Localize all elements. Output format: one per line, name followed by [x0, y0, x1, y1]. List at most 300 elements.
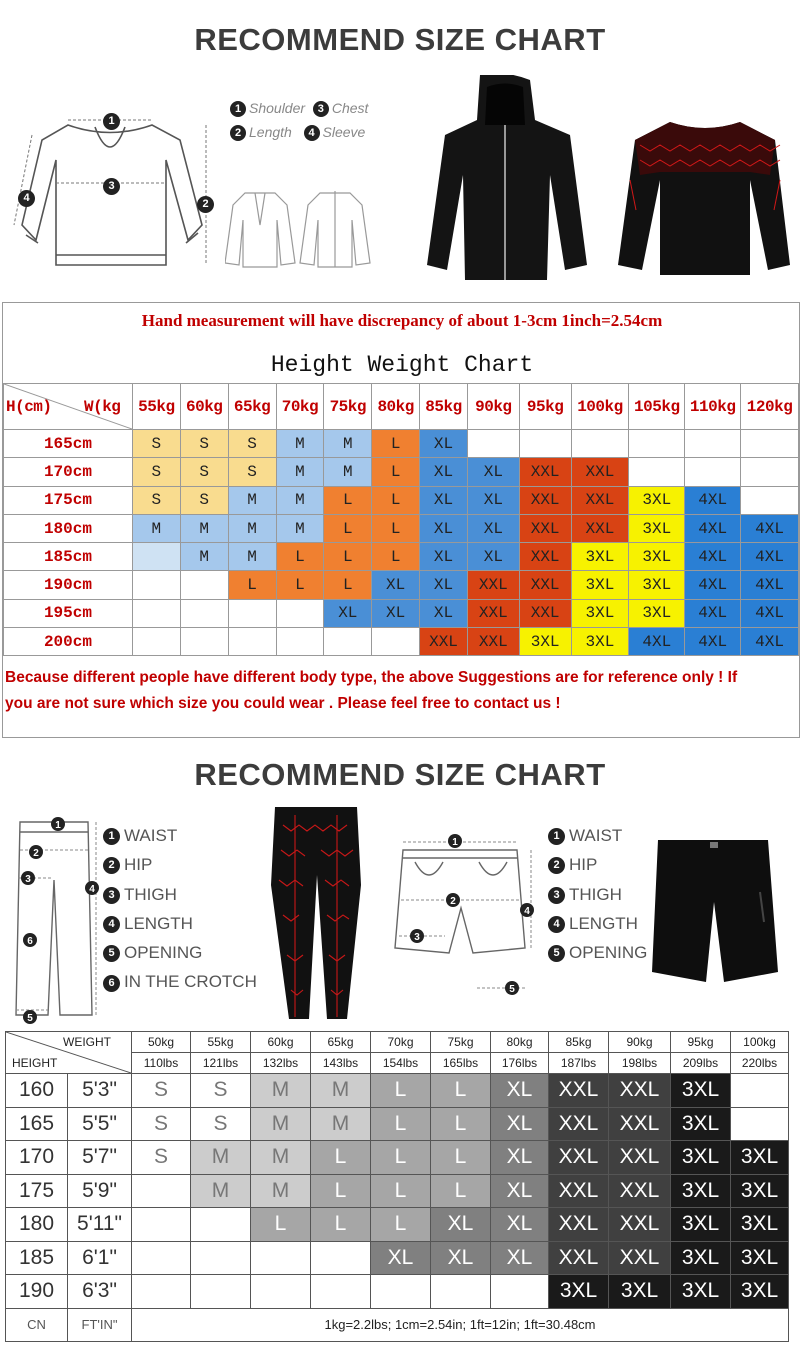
size-cell: [571, 430, 629, 458]
legend-waist: 1 WAIST: [548, 826, 647, 855]
size-cell: XXL: [609, 1107, 671, 1141]
size-cell: [132, 1174, 191, 1208]
size-cell: [276, 599, 324, 627]
weight-kg-header: 100kg: [731, 1032, 789, 1053]
size-cell: [731, 1107, 789, 1141]
size-cell: XXL: [609, 1241, 671, 1275]
weight-lbs-header: 220lbs: [731, 1053, 789, 1074]
legend-crotch: 6 IN THE CROTCH: [103, 972, 257, 1001]
size-cell: XXL: [549, 1107, 609, 1141]
size-cell: XL: [467, 458, 519, 486]
weight-kg-header: 80kg: [491, 1032, 549, 1053]
size-cell: XL: [491, 1174, 549, 1208]
size-cell: [132, 628, 180, 656]
size-cell: L: [431, 1074, 491, 1108]
size-cell: XL: [420, 486, 468, 514]
size-cell: XL: [431, 1241, 491, 1275]
leggings-product-image: [265, 805, 365, 1023]
size-cell: 3XL: [671, 1141, 731, 1175]
size-cell: [519, 430, 571, 458]
conversion-note: 1kg=2.2lbs; 1cm=2.54in; 1ft=12in; 1ft=30.48cm: [132, 1308, 789, 1341]
height-cm-cell: 160: [6, 1074, 68, 1108]
size-cell: XL: [420, 571, 468, 599]
pants-measurement-diagram: [8, 810, 103, 1025]
size-cell: L: [311, 1174, 371, 1208]
size-cell: XXL: [519, 458, 571, 486]
size-cell: 4XL: [741, 571, 799, 599]
page-title-bottom: RECOMMEND SIZE CHART: [194, 757, 606, 792]
svg-text:1: 1: [55, 820, 61, 831]
weight-lbs-header: 143lbs: [311, 1053, 371, 1074]
size-cell: M: [251, 1174, 311, 1208]
table-row: [4, 628, 799, 656]
legend-hip: 2 HIP: [548, 855, 647, 884]
table-row: [4, 543, 799, 571]
size-cell: XL: [420, 458, 468, 486]
size-cell: M: [251, 1107, 311, 1141]
size-cell: [191, 1241, 251, 1275]
shorts-measurement-diagram: [385, 828, 540, 998]
table-row: [6, 1141, 789, 1175]
size-cell: M: [132, 514, 180, 542]
height-cell: 170cm: [4, 458, 133, 486]
size-cell: XXL: [571, 514, 629, 542]
size-cell: L: [324, 486, 372, 514]
svg-text:2: 2: [450, 896, 456, 907]
height-cell: 185cm: [4, 543, 133, 571]
marker-2-icon: 2: [197, 194, 214, 213]
size-cell: XL: [372, 571, 420, 599]
size-cell: XXL: [549, 1174, 609, 1208]
height-ft-cell: 6'1": [68, 1241, 132, 1275]
weight-header: 90kg: [467, 384, 519, 430]
size-cell: XL: [491, 1241, 549, 1275]
legend-sleeve: 4 Sleeve: [304, 124, 366, 140]
size-cell: M: [311, 1107, 371, 1141]
weight-header: 105kg: [629, 384, 685, 430]
table-row: [4, 571, 799, 599]
size-cell: L: [371, 1107, 431, 1141]
legend-thigh: 3 THIGH: [548, 885, 647, 914]
size-cell: S: [132, 1074, 191, 1108]
marker-3-icon: 3: [103, 176, 120, 195]
size-cell: 3XL: [629, 543, 685, 571]
size-cell: XL: [467, 543, 519, 571]
size-cell: [180, 599, 228, 627]
size-cell: M: [180, 543, 228, 571]
weight-kg-header: 65kg: [311, 1032, 371, 1053]
legend-waist: 1 WAIST: [103, 826, 257, 855]
size-cell: 3XL: [671, 1241, 731, 1275]
size-cell: XL: [420, 599, 468, 627]
size-cell: 3XL: [609, 1275, 671, 1309]
table-row: [6, 1107, 789, 1141]
size-cell: XXL: [609, 1208, 671, 1242]
size-cell: M: [276, 486, 324, 514]
size-cell: 4XL: [685, 543, 741, 571]
size-cell: XXL: [571, 458, 629, 486]
size-cell: L: [371, 1141, 431, 1175]
weight-lbs-header: 176lbs: [491, 1053, 549, 1074]
height-cell: 175cm: [4, 486, 133, 514]
size-cell: L: [431, 1107, 491, 1141]
size-cell: [741, 430, 799, 458]
size-cell: [276, 628, 324, 656]
size-cell: M: [276, 514, 324, 542]
corner-height-label: H(cm): [6, 398, 52, 416]
legend-length: 2 Length: [230, 124, 292, 140]
weight-lbs-header: 209lbs: [671, 1053, 731, 1074]
size-cell: 3XL: [629, 514, 685, 542]
size-cell: [132, 1208, 191, 1242]
size-cell: 3XL: [731, 1241, 789, 1275]
size-cell: 3XL: [731, 1208, 789, 1242]
size-cell: S: [132, 1141, 191, 1175]
weight-lbs-header: 198lbs: [609, 1053, 671, 1074]
size-cell: 3XL: [671, 1208, 731, 1242]
height-cell: 200cm: [4, 628, 133, 656]
height-cm-cell: 170: [6, 1141, 68, 1175]
chart1-table: [3, 383, 799, 656]
table-row: [6, 1074, 789, 1108]
size-cell: L: [431, 1174, 491, 1208]
height-cell: 180cm: [4, 514, 133, 542]
weight-kg-header: 90kg: [609, 1032, 671, 1053]
size-cell: [180, 571, 228, 599]
size-cell: 3XL: [571, 543, 629, 571]
weight-kg-header: 95kg: [671, 1032, 731, 1053]
svg-text:3: 3: [414, 932, 420, 943]
size-cell: 4XL: [685, 514, 741, 542]
size-cell: XL: [372, 599, 420, 627]
size-cell: M: [191, 1174, 251, 1208]
height-cm-cell: 190: [6, 1275, 68, 1309]
weight-header: 60kg: [180, 384, 228, 430]
size-cell: 3XL: [571, 571, 629, 599]
size-cell: M: [251, 1074, 311, 1108]
size-cell: [491, 1275, 549, 1309]
size-cell: [132, 599, 180, 627]
legend-chest: 3 Chest: [313, 100, 369, 116]
size-cell: 3XL: [629, 571, 685, 599]
height-cell: 165cm: [4, 430, 133, 458]
height-cell: 190cm: [4, 571, 133, 599]
weight-lbs-header: 110lbs: [132, 1053, 191, 1074]
chart2-corner-cell: [6, 1032, 132, 1074]
svg-text:4: 4: [89, 884, 95, 895]
size-cell: XL: [467, 486, 519, 514]
size-cell: 3XL: [731, 1141, 789, 1175]
size-cell: L: [276, 543, 324, 571]
size-cell: 4XL: [629, 628, 685, 656]
size-cell: 4XL: [685, 486, 741, 514]
legend-thigh: 3 THIGH: [103, 885, 257, 914]
svg-text:5: 5: [27, 1013, 33, 1024]
size-cell: XL: [420, 514, 468, 542]
weight-header: 75kg: [324, 384, 372, 430]
size-cell: 3XL: [671, 1107, 731, 1141]
size-cell: [629, 430, 685, 458]
size-cell: [731, 1074, 789, 1108]
size-cell: L: [372, 486, 420, 514]
size-cell: XXL: [549, 1241, 609, 1275]
size-cell: L: [431, 1141, 491, 1175]
height-weight-chart: [2, 302, 800, 738]
weight-kg-header: 50kg: [132, 1032, 191, 1053]
size-cell: L: [371, 1208, 431, 1242]
size-cell: 4XL: [741, 599, 799, 627]
size-cell: L: [372, 514, 420, 542]
size-cell: M: [276, 430, 324, 458]
table-row: [6, 1208, 789, 1242]
footer-ft: FT'IN": [68, 1308, 132, 1341]
weight-kg-header: 55kg: [191, 1032, 251, 1053]
size-cell: S: [180, 486, 228, 514]
size-cell: [629, 458, 685, 486]
size-cell: L: [324, 514, 372, 542]
size-cell: L: [371, 1174, 431, 1208]
size-cell: [132, 1275, 191, 1309]
size-cell: 4XL: [685, 571, 741, 599]
corner-height-label: HEIGHT: [12, 1056, 58, 1070]
legend-opening: 5 OPENING: [103, 943, 257, 972]
marker-4-icon: 4: [18, 188, 35, 207]
size-cell: 3XL: [671, 1074, 731, 1108]
corner-weight-label: WEIGHT: [63, 1035, 111, 1049]
size-cell: XXL: [571, 486, 629, 514]
hoodie-product-image: [425, 75, 590, 285]
size-cell: [685, 430, 741, 458]
table-row: [6, 1174, 789, 1208]
size-cell: XXL: [519, 514, 571, 542]
weight-kg-header: 60kg: [251, 1032, 311, 1053]
weight-lbs-header: 187lbs: [549, 1053, 609, 1074]
size-cell: XXL: [467, 628, 519, 656]
weight-lbs-header: 165lbs: [431, 1053, 491, 1074]
size-cell: M: [228, 486, 276, 514]
size-cell: L: [228, 571, 276, 599]
legend-length: 4 LENGTH: [103, 914, 257, 943]
size-cell: [191, 1208, 251, 1242]
size-cell: [251, 1275, 311, 1309]
size-cell: L: [324, 571, 372, 599]
size-cell: S: [132, 1107, 191, 1141]
size-cell: L: [324, 543, 372, 571]
chart1-title: Height Weight Chart: [270, 352, 534, 378]
size-cell: [467, 430, 519, 458]
size-cell: [311, 1275, 371, 1309]
height-cm-cell: 180: [6, 1208, 68, 1242]
size-cell: M: [191, 1141, 251, 1175]
height-ft-cell: 5'9": [68, 1174, 132, 1208]
weight-kg-header: 75kg: [431, 1032, 491, 1053]
legend-opening: 5 OPENING: [548, 943, 647, 972]
table-row: [4, 514, 799, 542]
size-cell: M: [228, 543, 276, 571]
pants-size-chart: [5, 1031, 789, 1342]
height-cm-cell: 165: [6, 1107, 68, 1141]
svg-text:5: 5: [509, 984, 515, 995]
height-cell: 195cm: [4, 599, 133, 627]
size-cell: XXL: [609, 1174, 671, 1208]
size-cell: [372, 628, 420, 656]
size-cell: M: [311, 1074, 371, 1108]
size-cell: S: [228, 430, 276, 458]
weight-kg-header: 70kg: [371, 1032, 431, 1053]
size-cell: L: [251, 1208, 311, 1242]
size-cell: M: [276, 458, 324, 486]
size-cell: 3XL: [731, 1174, 789, 1208]
size-cell: 4XL: [685, 599, 741, 627]
size-cell: XXL: [549, 1074, 609, 1108]
size-cell: XXL: [519, 599, 571, 627]
height-ft-cell: 5'7": [68, 1141, 132, 1175]
weight-lbs-header: 121lbs: [191, 1053, 251, 1074]
size-cell: L: [372, 458, 420, 486]
size-cell: 4XL: [685, 628, 741, 656]
size-cell: L: [372, 430, 420, 458]
footer-cn: CN: [6, 1308, 68, 1341]
size-cell: S: [191, 1074, 251, 1108]
size-cell: M: [324, 458, 372, 486]
top-legend: [230, 100, 420, 141]
marker-1-icon: 1: [103, 111, 120, 130]
size-cell: XL: [491, 1208, 549, 1242]
corner-weight-label: W(kg: [84, 398, 121, 416]
size-cell: [324, 628, 372, 656]
svg-text:2: 2: [33, 848, 39, 859]
svg-text:3: 3: [25, 874, 31, 885]
size-cell: [431, 1275, 491, 1309]
size-cell: S: [228, 458, 276, 486]
measurement-note: Hand measurement will have discrepancy of about 1-3cm 1inch=2.54cm: [141, 311, 663, 330]
size-cell: S: [180, 430, 228, 458]
size-cell: XXL: [519, 486, 571, 514]
height-ft-cell: 6'3": [68, 1275, 132, 1309]
table-row: [4, 430, 799, 458]
size-cell: 3XL: [731, 1275, 789, 1309]
legend-hip: 2 HIP: [103, 855, 257, 884]
size-cell: [311, 1241, 371, 1275]
size-cell: XXL: [467, 599, 519, 627]
size-cell: XXL: [420, 628, 468, 656]
size-cell: M: [324, 430, 372, 458]
size-cell: 3XL: [629, 599, 685, 627]
size-cell: [228, 599, 276, 627]
size-cell: [741, 458, 799, 486]
size-cell: [371, 1275, 431, 1309]
weight-lbs-header: 154lbs: [371, 1053, 431, 1074]
size-cell: XL: [491, 1141, 549, 1175]
table-row: [6, 1241, 789, 1275]
size-cell: M: [251, 1141, 311, 1175]
weight-header: 110kg: [685, 384, 741, 430]
size-cell: L: [311, 1208, 371, 1242]
size-cell: XL: [420, 543, 468, 571]
svg-text:1: 1: [452, 837, 458, 848]
size-cell: [251, 1241, 311, 1275]
weight-header: 95kg: [519, 384, 571, 430]
table-row: [4, 458, 799, 486]
size-cell: XL: [371, 1241, 431, 1275]
page-title-top: RECOMMEND SIZE CHART: [194, 22, 606, 57]
size-cell: XXL: [519, 543, 571, 571]
size-cell: XL: [420, 430, 468, 458]
weight-kg-header: 85kg: [549, 1032, 609, 1053]
size-cell: 3XL: [571, 599, 629, 627]
size-cell: 3XL: [671, 1275, 731, 1309]
size-cell: M: [180, 514, 228, 542]
size-cell: 3XL: [549, 1275, 609, 1309]
size-cell: [685, 458, 741, 486]
size-cell: XXL: [549, 1208, 609, 1242]
chart1-corner-cell: [4, 384, 133, 430]
size-cell: 4XL: [741, 628, 799, 656]
size-cell: S: [132, 430, 180, 458]
size-cell: [741, 486, 799, 514]
size-cell: S: [180, 458, 228, 486]
weight-header: 65kg: [228, 384, 276, 430]
size-cell: XXL: [609, 1141, 671, 1175]
weight-header: 85kg: [420, 384, 468, 430]
height-cm-cell: 185: [6, 1241, 68, 1275]
reference-note: Because different people have different body type, the above Suggestions are for reference only ! If you are not sure which size you could wear . Please feel free to contact us !: [5, 669, 738, 712]
weight-header: 70kg: [276, 384, 324, 430]
weight-header: 55kg: [132, 384, 180, 430]
size-cell: 3XL: [571, 628, 629, 656]
size-cell: [132, 1241, 191, 1275]
size-cell: S: [132, 458, 180, 486]
size-cell: XL: [491, 1074, 549, 1108]
size-cell: [228, 628, 276, 656]
size-cell: [191, 1275, 251, 1309]
jacket-sketches: [225, 185, 385, 270]
compression-shirt-image: [610, 120, 800, 280]
table-row: [4, 599, 799, 627]
size-cell: XL: [431, 1208, 491, 1242]
weight-header: 120kg: [741, 384, 799, 430]
height-ft-cell: 5'3": [68, 1074, 132, 1108]
size-cell: S: [132, 486, 180, 514]
table-row: [6, 1275, 789, 1309]
pants-legend: [103, 826, 257, 1002]
size-cell: 3XL: [671, 1174, 731, 1208]
size-cell: XL: [467, 514, 519, 542]
size-cell: M: [228, 514, 276, 542]
weight-header: 100kg: [571, 384, 629, 430]
size-cell: 3XL: [629, 486, 685, 514]
size-cell: S: [191, 1107, 251, 1141]
legend-shoulder: 1 Shoulder: [230, 100, 305, 116]
weight-lbs-header: 132lbs: [251, 1053, 311, 1074]
size-cell: [132, 571, 180, 599]
height-cm-cell: 175: [6, 1174, 68, 1208]
size-cell: L: [276, 571, 324, 599]
svg-text:4: 4: [524, 906, 530, 917]
shorts-legend: [548, 826, 647, 972]
size-cell: XXL: [609, 1074, 671, 1108]
height-ft-cell: 5'11": [68, 1208, 132, 1242]
svg-text:6: 6: [27, 936, 33, 947]
size-cell: [180, 628, 228, 656]
table-row: [4, 486, 799, 514]
size-cell: XXL: [519, 571, 571, 599]
size-cell: L: [371, 1074, 431, 1108]
size-cell: L: [372, 543, 420, 571]
size-cell: 4XL: [741, 543, 799, 571]
size-cell: XL: [491, 1107, 549, 1141]
height-ft-cell: 5'5": [68, 1107, 132, 1141]
